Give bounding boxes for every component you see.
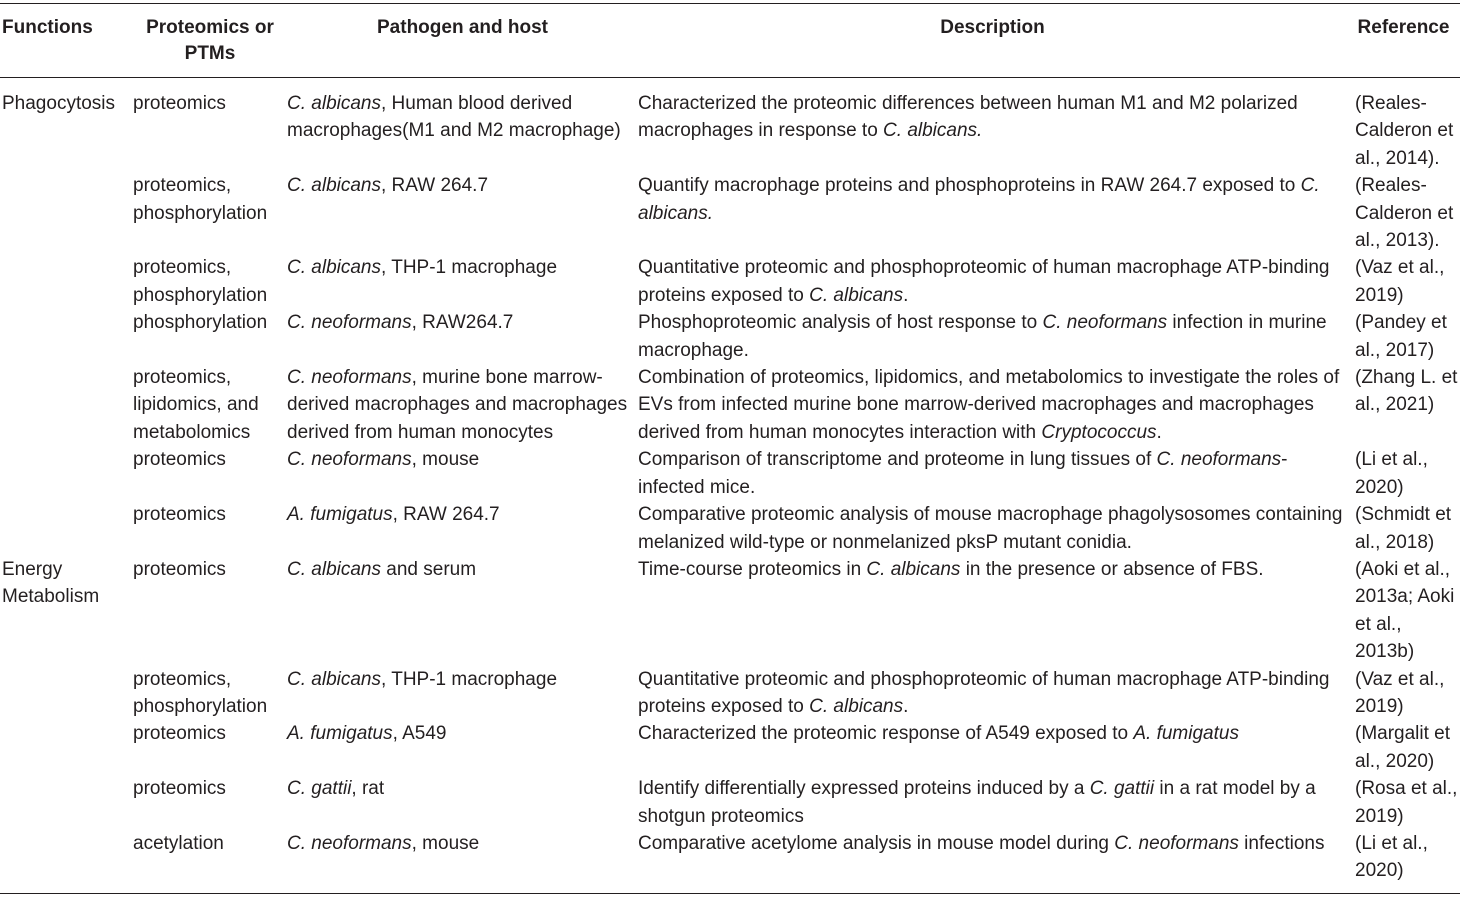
function-cell xyxy=(0,254,133,309)
species-name: C. albicans xyxy=(287,93,381,114)
description-cell xyxy=(638,364,1347,446)
reference-cell: (Reales-Calderon et al., 2014). xyxy=(1355,93,1454,169)
header-row xyxy=(0,4,1460,78)
host-text: , RAW 264.7 xyxy=(381,175,489,197)
host-text: and serum xyxy=(381,558,477,580)
ptm-cell: acetylation xyxy=(133,832,224,854)
host-text: , RAW264.7 xyxy=(411,312,514,334)
species-name: C. gattii xyxy=(287,778,352,800)
description-text: Characterized the proteomic differences between human M1 and M2 polarized macrophages in response to xyxy=(638,93,1298,142)
header-pathogen-and-host: Pathogen and host xyxy=(377,17,548,38)
description-text-end: -infected mice. xyxy=(638,449,1288,498)
host-cell xyxy=(287,830,638,893)
host-cell xyxy=(287,78,638,173)
table-row xyxy=(0,666,1460,721)
host-cell xyxy=(287,720,638,775)
reference-cell: (Margalit et al., 2020) xyxy=(1355,723,1451,772)
function-cell xyxy=(0,501,133,556)
function-cell: Phagocytosis xyxy=(2,93,116,114)
table-header xyxy=(0,4,1460,78)
reference-cell: (Vaz et al., 2019) xyxy=(1355,257,1445,306)
description-text: Quantitative proteomic and phosphoproteomic of human macrophage ATP-binding proteins exposed to xyxy=(638,668,1330,717)
description-species: C. albicans xyxy=(809,284,904,306)
ptm-cell: proteomics, phosphorylation xyxy=(133,668,268,717)
ptm-cell: proteomics, phosphorylation xyxy=(133,257,268,306)
species-name: C. neoformans xyxy=(287,312,412,334)
species-name: C. neoformans xyxy=(287,367,412,389)
header-proteomics-or-ptms: Proteomics or PTMs xyxy=(146,17,274,64)
function-cell xyxy=(0,830,133,893)
reference-cell: (Pandey et al., 2017) xyxy=(1355,312,1447,361)
host-cell xyxy=(287,254,638,309)
ptm-cell: phosphorylation xyxy=(133,312,268,334)
host-text: , THP-1 macrophage xyxy=(381,668,558,690)
description-species: A. fumigatus xyxy=(1133,723,1239,745)
table-body xyxy=(0,78,1460,894)
description-cell xyxy=(638,254,1347,309)
description-text-end: in the presence or absence of FBS. xyxy=(960,558,1264,580)
description-cell xyxy=(638,666,1347,721)
ptm-cell: proteomics xyxy=(133,449,226,471)
description-text-end: infection in murine macrophage. xyxy=(638,312,1327,361)
species-name: A. fumigatus xyxy=(287,723,393,745)
table-row xyxy=(0,254,1460,309)
host-text: , A549 xyxy=(392,723,447,745)
reference-cell: (Vaz et al., 2019) xyxy=(1355,668,1445,717)
species-name: C. albicans xyxy=(287,668,381,690)
function-cell xyxy=(0,775,133,830)
ptm-cell: proteomics, lipidomics, and metabolomics xyxy=(133,367,259,443)
description-text: Identify differentially expressed proteins induced by a xyxy=(638,778,1090,800)
description-cell xyxy=(638,172,1347,254)
description-species: C. albicans xyxy=(866,558,961,580)
host-text: , THP-1 macrophage xyxy=(381,257,558,279)
function-cell xyxy=(0,309,133,364)
description-cell xyxy=(638,78,1347,173)
host-text: , mouse xyxy=(411,449,480,471)
description-species: Cryptococcus xyxy=(1041,421,1157,443)
header-description: Description xyxy=(940,17,1045,38)
function-cell xyxy=(0,666,133,721)
host-text: , mouse xyxy=(411,832,480,854)
table-row xyxy=(0,556,1460,666)
species-name: C. albicans xyxy=(287,257,381,279)
host-cell xyxy=(287,666,638,721)
table-row xyxy=(0,78,1460,173)
table-row xyxy=(0,446,1460,501)
description-species: C. albicans. xyxy=(638,175,1320,224)
header-functions: Functions xyxy=(2,17,93,38)
host-text: , rat xyxy=(351,778,385,800)
function-cell: Energy Metabolism xyxy=(2,558,100,608)
description-species: C. neoformans xyxy=(1114,832,1239,854)
description-text-end: in a rat model by a shotgun proteomics xyxy=(638,778,1316,827)
table-row xyxy=(0,720,1460,775)
table-row xyxy=(0,172,1460,254)
description-text: Characterized the proteomic response of A549 exposed to xyxy=(638,723,1134,745)
ptm-cell: proteomics xyxy=(133,723,226,745)
table-row xyxy=(0,775,1460,830)
description-text: Time-course proteomics in xyxy=(638,558,867,580)
host-text: , Human blood derived macrophages(M1 and M2 macrophage) xyxy=(287,93,621,142)
description-text: Quantitative proteomic and phosphoproteomic of human macrophage ATP-binding proteins exposed to xyxy=(638,257,1330,306)
reference-cell: (Reales-Calderon et al., 2013). xyxy=(1355,175,1454,252)
description-text-end: . xyxy=(903,284,909,306)
description-text-end: infections xyxy=(1238,832,1325,854)
description-text: Combination of proteomics, lipidomics, and metabolomics to investigate the roles of EVs from infected murine bone marrow-derived macrophages and macrophages derived from human monocytes interaction with xyxy=(638,367,1340,443)
description-cell xyxy=(638,720,1347,775)
description-text-end: . xyxy=(903,695,909,717)
description-text: Comparison of transcriptome and proteome in lung tissues of xyxy=(638,449,1157,471)
reference-cell: (Rosa et al., 2019) xyxy=(1355,778,1458,827)
description-cell xyxy=(638,556,1347,666)
description-text: Comparative proteomic analysis of mouse macrophage phagolysosomes containing melanized wild-type or nonmelanized pksP mutant conidia. xyxy=(638,504,1343,553)
host-cell xyxy=(287,364,638,446)
header-reference: Reference xyxy=(1357,17,1450,38)
species-name: A. fumigatus xyxy=(287,504,393,526)
species-name: C. neoformans xyxy=(287,832,412,854)
function-cell xyxy=(0,720,133,775)
description-text: Comparative acetylome analysis in mouse model during xyxy=(638,832,1115,854)
host-cell xyxy=(287,172,638,254)
reference-cell: (Aoki et al., 2013a; Aoki et al., 2013b) xyxy=(1355,558,1455,663)
species-name: C. albicans xyxy=(287,558,381,580)
description-cell xyxy=(638,775,1347,830)
ptm-cell: proteomics xyxy=(133,504,226,526)
description-cell xyxy=(638,501,1347,556)
host-cell xyxy=(287,309,638,364)
description-text-end: . xyxy=(1156,421,1162,443)
function-cell xyxy=(0,446,133,501)
description-cell xyxy=(638,309,1347,364)
reference-cell: (Zhang L. et al., 2021) xyxy=(1355,367,1458,416)
ptm-cell: proteomics xyxy=(133,778,226,800)
host-cell xyxy=(287,446,638,501)
host-cell xyxy=(287,775,638,830)
function-cell xyxy=(0,172,133,254)
ptm-cell: proteomics, phosphorylation xyxy=(133,175,268,224)
table-row xyxy=(0,364,1460,446)
description-text: Quantify macrophage proteins and phosphoproteins in RAW 264.7 exposed to xyxy=(638,175,1301,197)
reference-cell: (Li et al., 2020) xyxy=(1355,832,1428,882)
description-cell xyxy=(638,446,1347,501)
species-name: C. neoformans xyxy=(287,449,412,471)
ptm-cell: proteomics xyxy=(133,558,226,580)
table-row xyxy=(0,830,1460,893)
data-table xyxy=(0,3,1460,894)
table-row xyxy=(0,309,1460,364)
description-species: C. neoformans xyxy=(1156,449,1282,471)
function-cell xyxy=(0,364,133,446)
description-cell xyxy=(638,830,1347,893)
reference-cell: (Li et al., 2020) xyxy=(1355,449,1428,498)
description-text: Phosphoproteomic analysis of host response to xyxy=(638,312,1043,334)
ptm-cell: proteomics xyxy=(133,93,226,114)
host-cell xyxy=(287,501,638,556)
species-name: C. albicans xyxy=(287,175,381,197)
description-species: C. gattii xyxy=(1089,778,1155,800)
host-cell xyxy=(287,556,638,666)
table-row xyxy=(0,501,1460,556)
host-text: , murine bone marrow-derived macrophages and macrophages derived from human monocytes xyxy=(287,367,628,443)
reference-cell: (Schmidt et al., 2018) xyxy=(1355,504,1452,553)
description-species: C. albicans xyxy=(809,695,904,717)
description-species: C. neoformans xyxy=(1042,312,1168,334)
host-text: , RAW 264.7 xyxy=(392,504,500,526)
description-species: C. albicans. xyxy=(883,120,983,142)
